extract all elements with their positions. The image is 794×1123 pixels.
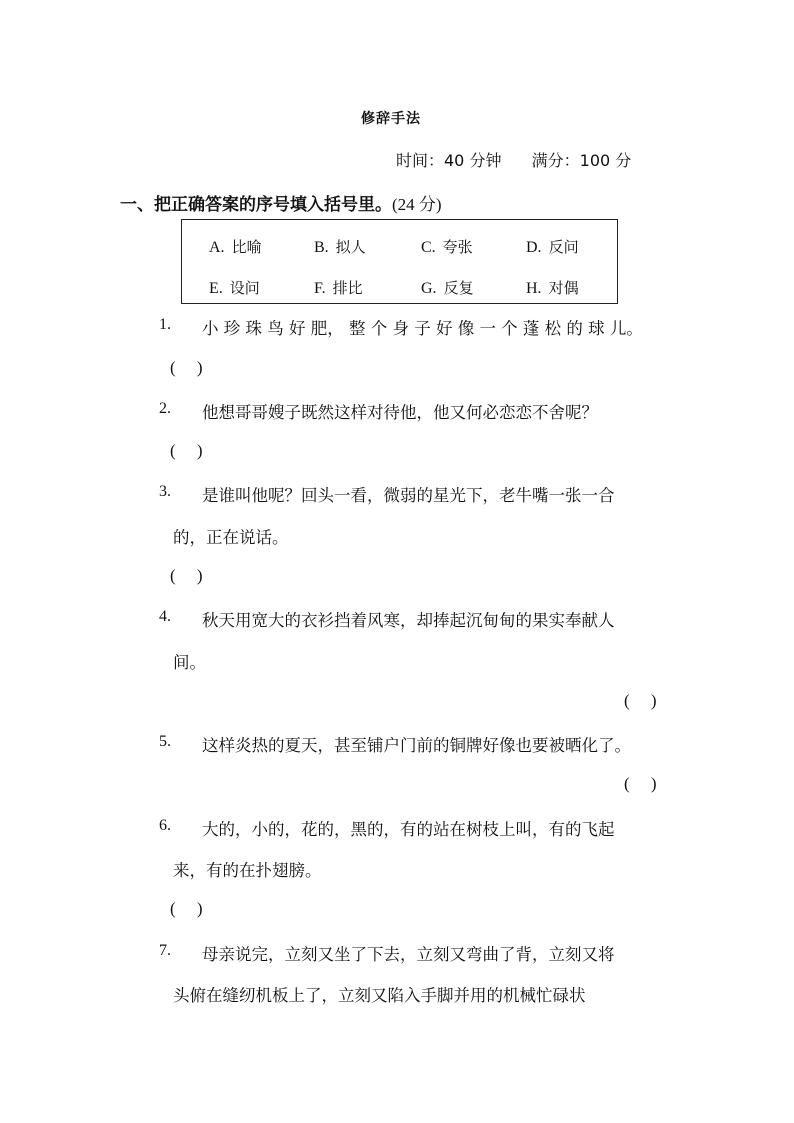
question-number: 1. xyxy=(159,316,171,333)
question-text: 母亲说完，立刻又坐了下去，立刻又弯曲了背，立刻又将 xyxy=(202,945,615,964)
question-text: 秋天用宽大的衣衫挡着风寒，却捧起沉甸甸的果实奉献人 xyxy=(202,611,615,630)
options-box xyxy=(181,219,618,304)
answer-blank[interactable]: ( ) xyxy=(624,774,657,793)
question-number: 5. xyxy=(159,733,171,750)
question-text: 大的，小的，花的，黑的，有的站在树枝上叫，有的飞起 xyxy=(202,820,615,839)
full-score: 满分：100 分 xyxy=(531,151,632,170)
question-text: 这样炎热的夏天，甚至铺户门前的铜牌好像也要被晒化了。 xyxy=(202,736,631,755)
question-text: 小 珍 珠 鸟 好 肥， 整 个 身 子 好 像 一 个 蓬 松 的 球 儿。 xyxy=(202,319,643,338)
section-heading xyxy=(120,190,442,215)
section-instruction: 一、把正确答案的序号填入括号里。 xyxy=(120,195,392,215)
question-number: 6. xyxy=(159,817,171,834)
question-text: 他想哥哥嫂子既然这样对待他，他又何必恋恋不舍呢？ xyxy=(202,403,598,422)
exam-meta xyxy=(396,148,631,171)
question-text-continued: 头俯在缝纫机板上了，立刻又陷入手脚并用的机械忙碌状 xyxy=(173,986,586,1005)
answer-blank[interactable]: ( ) xyxy=(170,899,203,918)
question-text-continued: 的，正在说话。 xyxy=(173,528,289,547)
option-h: H. 对偶 xyxy=(526,279,579,297)
option-f: F. 排比 xyxy=(314,279,363,297)
question-text-continued: 间。 xyxy=(173,653,206,672)
section-points: (24 分) xyxy=(392,195,442,214)
question-text-continued: 来，有的在扑翅膀。 xyxy=(173,861,322,880)
question-number: 2. xyxy=(159,400,171,417)
question-number: 3. xyxy=(159,483,171,500)
answer-blank[interactable]: ( ) xyxy=(170,358,203,377)
question-text: 是谁叫他呢？回头一看，微弱的星光下，老牛嘴一张一合 xyxy=(202,486,615,505)
answer-blank[interactable]: ( ) xyxy=(624,691,657,710)
option-c: C. 夸张 xyxy=(421,238,473,256)
option-d: D. 反问 xyxy=(526,238,579,256)
option-b: B. 拟人 xyxy=(314,238,366,256)
answer-blank[interactable]: ( ) xyxy=(170,566,203,585)
answer-blank[interactable]: ( ) xyxy=(170,441,203,460)
question-number: 7. xyxy=(159,942,171,959)
option-e: E. 设问 xyxy=(209,279,260,297)
option-a: A. 比喻 xyxy=(209,238,262,256)
question-number: 4. xyxy=(159,608,171,625)
page-title: 修辞手法 xyxy=(361,111,421,127)
time-limit: 时间：40 分钟 xyxy=(396,151,502,170)
option-g: G. 反复 xyxy=(421,279,474,297)
